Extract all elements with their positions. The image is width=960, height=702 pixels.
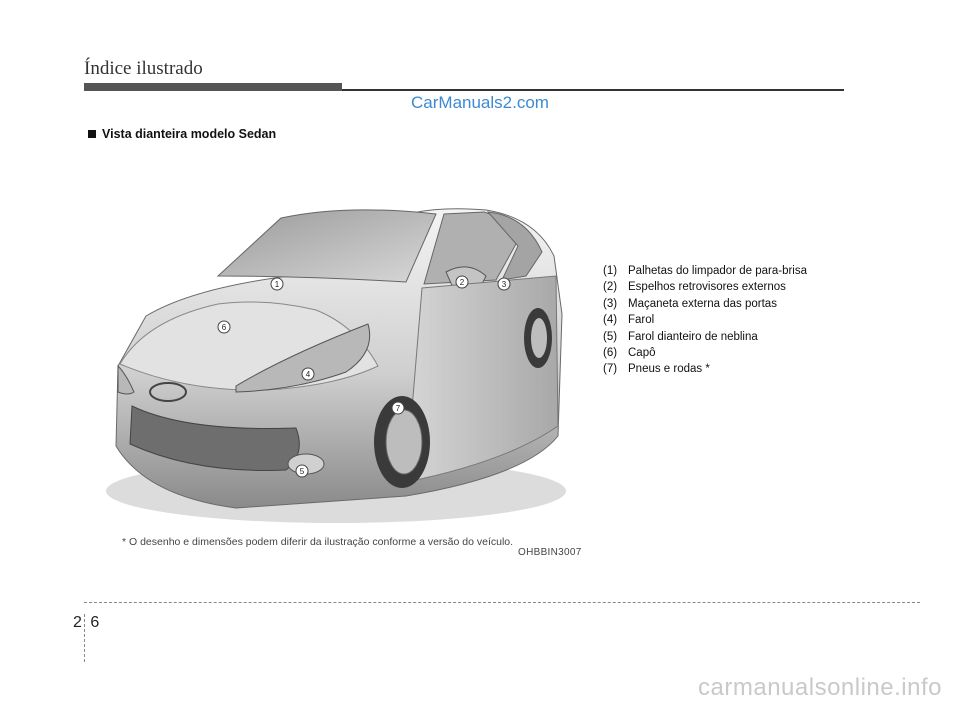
site-watermark: carmanualsonline.info bbox=[698, 674, 942, 701]
header-rule-thin bbox=[342, 89, 844, 91]
figure-code: OHBBIN3007 bbox=[518, 547, 582, 558]
square-bullet-icon bbox=[88, 130, 96, 138]
legend-item: (7) Pneus e rodas * bbox=[603, 363, 710, 376]
svg-text:4: 4 bbox=[305, 370, 311, 379]
svg-text:1: 1 bbox=[274, 280, 280, 289]
callout-marker bbox=[302, 368, 314, 380]
callout-marker bbox=[296, 465, 308, 477]
footer-dashed-rule bbox=[84, 602, 920, 603]
rear-wheel-rim bbox=[531, 318, 547, 358]
callout-marker bbox=[392, 402, 404, 414]
svg-text:6: 6 bbox=[221, 323, 227, 332]
callout-marker bbox=[218, 321, 230, 333]
section-heading bbox=[88, 127, 276, 141]
legend-item: (4) Farol bbox=[603, 314, 655, 327]
legend-item: (5) Farol dianteiro de neblina bbox=[603, 330, 758, 343]
carmanuals-watermark: CarManuals2.com bbox=[411, 93, 549, 112]
svg-text:3: 3 bbox=[501, 280, 507, 289]
legend-item: (6) Capô bbox=[603, 346, 656, 359]
figure-footnote: * O desenho e dimensões podem diferir da ilustração conforme a versão do veículo. bbox=[122, 536, 514, 548]
parts-legend bbox=[603, 263, 807, 378]
callout-marker bbox=[498, 278, 510, 290]
page-header-title: Índice ilustrado bbox=[84, 58, 203, 79]
callout-marker bbox=[456, 276, 468, 288]
header-rule-thick bbox=[84, 83, 342, 91]
svg-text:5: 5 bbox=[299, 467, 305, 476]
svg-text:7: 7 bbox=[395, 404, 401, 413]
svg-text:2: 2 bbox=[459, 278, 465, 287]
windshield bbox=[218, 210, 436, 282]
legend-item: (2) Espelhos retrovisores externos bbox=[603, 281, 786, 294]
legend-item: (1) Palhetas do limpador de para-brisa bbox=[603, 265, 807, 277]
car-illustration bbox=[106, 196, 590, 561]
callout-marker bbox=[271, 278, 283, 290]
legend-item: (3) Maçaneta externa das portas bbox=[603, 297, 777, 310]
page-number: 2 6 bbox=[73, 614, 102, 631]
section-heading-text: Vista dianteira modelo Sedan bbox=[102, 127, 277, 141]
front-wheel-rim bbox=[386, 410, 422, 474]
car-front-view-figure bbox=[106, 196, 590, 561]
